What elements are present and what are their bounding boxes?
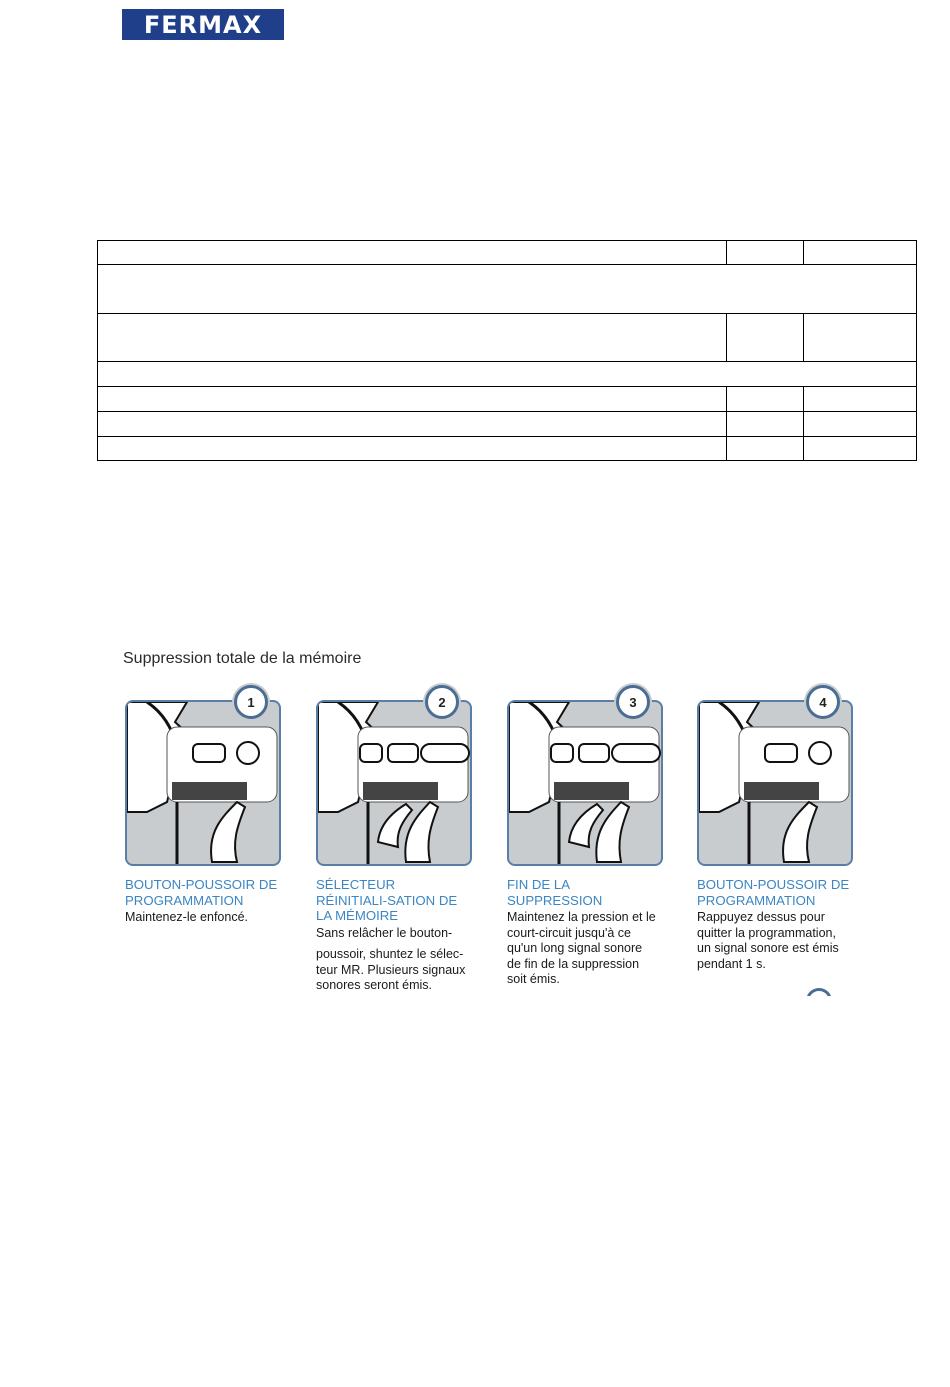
step-3-illustration <box>507 700 663 866</box>
step-body: Maintenez la pression et le court-circuit jusqu'à ce qu'un long signal sonore de fin de la suppression soit émis. <box>507 910 656 986</box>
step-2-illustration <box>316 700 472 866</box>
step-3-text <box>507 877 657 988</box>
step-heading: FIN DE LA SUPPRESSION <box>507 877 603 908</box>
step-1-illustration <box>125 700 281 866</box>
table-row <box>98 362 917 387</box>
step-2-text <box>316 877 466 994</box>
step-heading: BOUTON-POUSSOIR DE PROGRAMMATION <box>697 877 850 908</box>
table-row <box>98 387 917 412</box>
blank-table <box>97 240 917 461</box>
fermax-logo: FERMAX <box>122 9 284 40</box>
table-row <box>98 437 917 461</box>
step-body: Maintenez-le enfoncé. <box>125 910 248 924</box>
step-body: Rappuyez dessus pour quitter la programmation, un signal sonore est émis pendant 1 s. <box>697 910 839 971</box>
step-heading: SÉLECTEUR RÉINITIALI-SATION DE LA MÉMOIRE <box>316 877 458 923</box>
step-badge: 4 <box>806 685 840 719</box>
step-4-text <box>697 877 852 972</box>
table-row <box>98 241 917 265</box>
step-heading: BOUTON-POUSSOIR DE PROGRAMMATION <box>125 877 278 908</box>
step-1-text <box>125 877 285 926</box>
step-4-illustration <box>697 700 853 866</box>
table-row <box>98 314 917 362</box>
cropped-badge <box>806 988 832 996</box>
step-badge: 1 <box>234 685 268 719</box>
step-badge: 3 <box>616 685 650 719</box>
section-title: Suppression totale de la mémoire <box>123 650 362 667</box>
step-body-continued: poussoir, shuntez le sélec-teur MR. Plusieurs signaux sonores seront émis. <box>316 947 466 992</box>
step-body: Sans relâcher le bouton- <box>316 925 453 940</box>
table-row <box>98 265 917 314</box>
table-row <box>98 412 917 437</box>
step-badge: 2 <box>425 685 459 719</box>
